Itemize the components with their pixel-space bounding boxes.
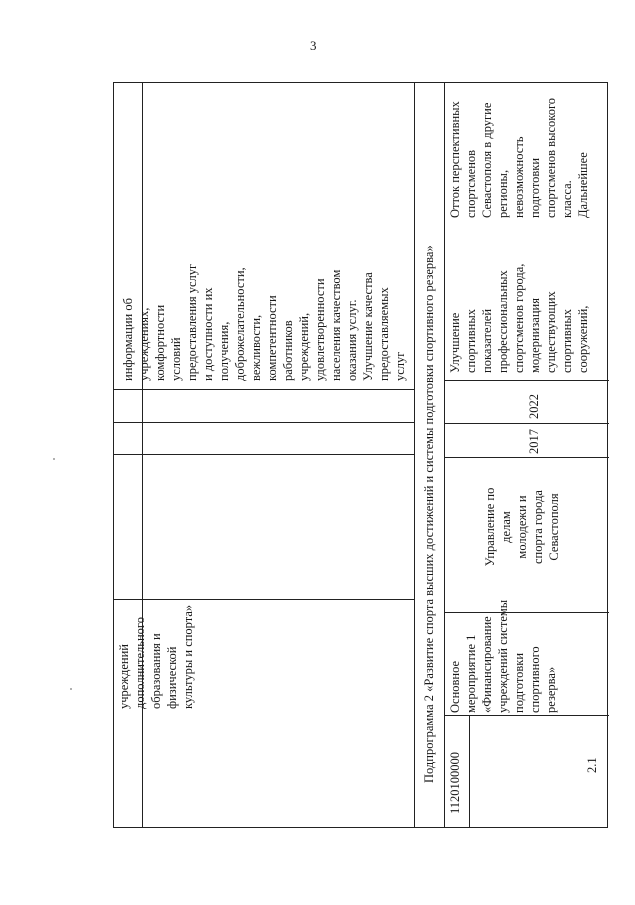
cell-result: Улучшение спортивных показателей профессиональных спортсменов города, модернизация существующих спортивных сооружений, — [448, 263, 590, 373]
table-rule — [444, 83, 445, 827]
table-rule — [444, 380, 609, 381]
cell-executor: Управление по делам молодежи и спорта города Севастополя — [483, 487, 561, 567]
table-rule — [469, 715, 470, 827]
page-number: 3 — [310, 38, 317, 53]
table-rule — [114, 389, 414, 390]
cell-activity-name: Основное мероприятие 1 «Финансирование учреждений системы подготовки спортивного резерва» — [448, 599, 558, 713]
table-rule — [414, 83, 415, 827]
cell-budget-code: 1120100000 — [448, 751, 462, 814]
cell-expected-result: информации об учреждениях, комфортности условий предоставления услуг и доступности их получения, доброжелательности, вежливости, компетентности работников учреждений, удовлетворенности населения качеством оказания услуг. Улучшение качества предоставляемых услуг — [121, 263, 407, 381]
subprogram-header: Подпрограмма 2 «Развитие спорта высших достижений и системы подготовки спортивного резерва» — [422, 245, 436, 783]
cell-institution-name: учреждений дополнительного образования и физической культуры и спорта» — [117, 604, 195, 709]
cell-end-year: 2022 — [527, 394, 541, 419]
table-rule — [114, 454, 414, 455]
cell-consequences: Отток перспективных спортсменов Севастополя в другие регионы, невозможность подготовки спортсменов высокого класса. Дальнейшее — [448, 97, 590, 218]
scan-speck — [70, 688, 72, 690]
table-rule — [142, 83, 143, 827]
cell-start-year: 2017 — [527, 429, 541, 454]
rotated-table — [113, 82, 608, 828]
scan-speck — [53, 458, 55, 460]
cell-row-number: 2.1 — [585, 757, 599, 773]
table-rule — [114, 422, 414, 423]
